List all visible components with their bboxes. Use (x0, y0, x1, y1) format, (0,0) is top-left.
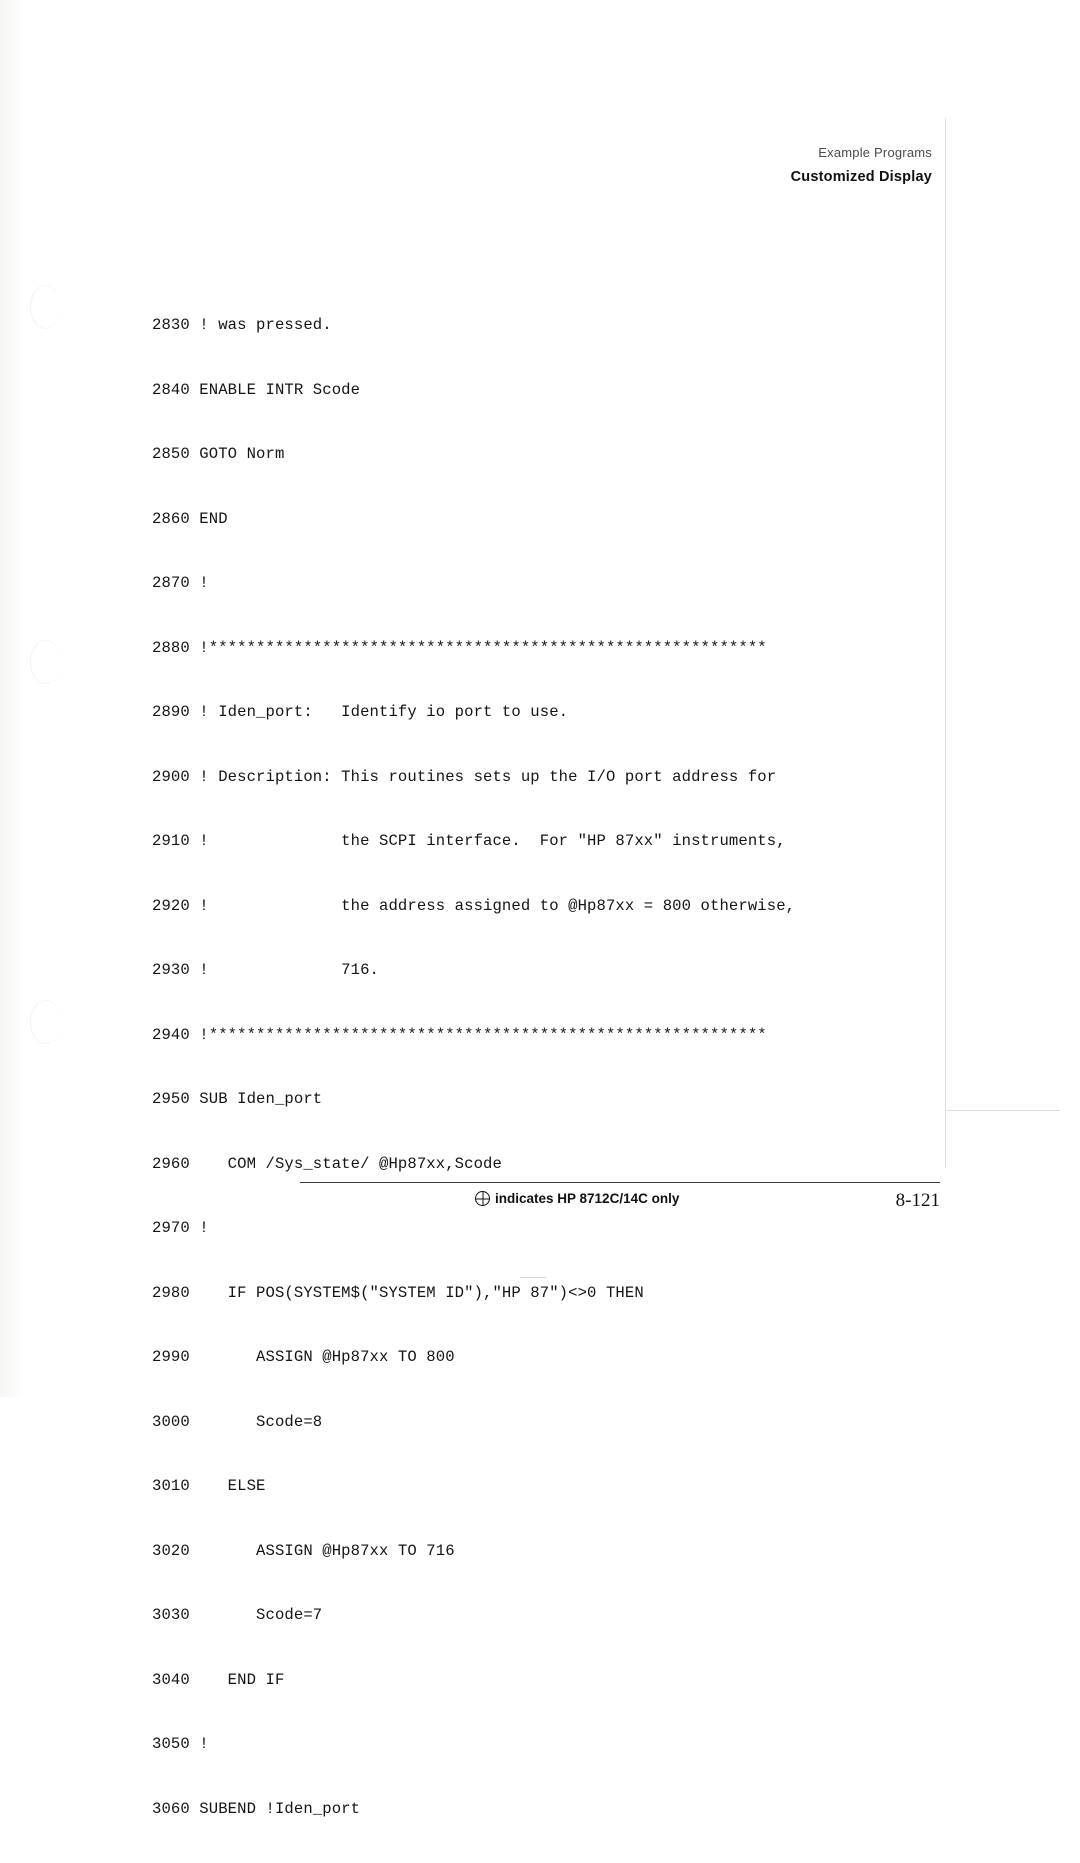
code-listing (152, 272, 912, 1863)
page-margin-rule (945, 118, 946, 1168)
footer-note-label: indicates HP 8712C/14C only (495, 1191, 680, 1206)
code-line: 2940 !*********************************************************** (152, 1025, 767, 1044)
binder-hole-mark (30, 1000, 61, 1044)
scan-artifact (520, 1277, 546, 1278)
code-line: 2970 ! (152, 1219, 209, 1237)
code-line: 2860 END (152, 509, 228, 528)
code-line: 2930 ! 716. (152, 961, 379, 979)
code-line: 3020 ASSIGN @Hp87xx TO 716 (152, 1541, 455, 1560)
code-line: 2830 ! was pressed. (152, 316, 332, 334)
page-edge-shadow (0, 0, 26, 1397)
code-line: 3040 END IF (152, 1670, 285, 1689)
page-margin-rule-secondary (946, 1110, 1060, 1111)
code-line: 3050 ! (152, 1735, 209, 1753)
page-footer (300, 1190, 940, 1212)
page-number: 8-121 (895, 1190, 940, 1211)
code-line: 2890 ! Iden_port: Identify io port to use. (152, 703, 569, 721)
binder-hole-mark (30, 640, 61, 684)
header-kicker: Example Programs (818, 145, 932, 160)
globe-icon (475, 1191, 490, 1206)
code-line: 2950 SUB Iden_port (152, 1090, 323, 1108)
footer-divider (300, 1182, 940, 1183)
binder-hole-mark (30, 285, 61, 329)
code-line: 2990 ASSIGN @Hp87xx TO 800 (152, 1348, 455, 1366)
code-line: 2960 COM /Sys_state/ @Hp87xx,Scode (152, 1154, 502, 1173)
code-line: 2910 ! the SCPI interface. For "HP 87xx" instruments, (152, 832, 786, 850)
code-line: 2880 !*********************************************************** (152, 638, 767, 657)
code-line: 3000 Scode=8 (152, 1412, 323, 1431)
code-line: 2840 ENABLE INTR Scode (152, 380, 361, 399)
code-line: 2980 IF POS(SYSTEM$("SYSTEM ID"),"HP 87")<>0 THEN (152, 1283, 644, 1302)
code-line: 2900 ! Description: This routines sets up the I/O port address for (152, 767, 777, 786)
code-line: 2870 ! (152, 574, 209, 592)
code-line: 2850 GOTO Norm (152, 445, 285, 463)
page-header (791, 145, 932, 185)
footer-note (475, 1191, 679, 1206)
header-title: Customized Display (790, 169, 932, 185)
code-line: 2920 ! the address assigned to @Hp87xx = 800 otherwise, (152, 896, 796, 915)
code-line: 3010 ELSE (152, 1477, 266, 1495)
code-line: 3060 SUBEND !Iden_port (152, 1799, 361, 1818)
code-line: 3030 Scode=7 (152, 1606, 323, 1624)
